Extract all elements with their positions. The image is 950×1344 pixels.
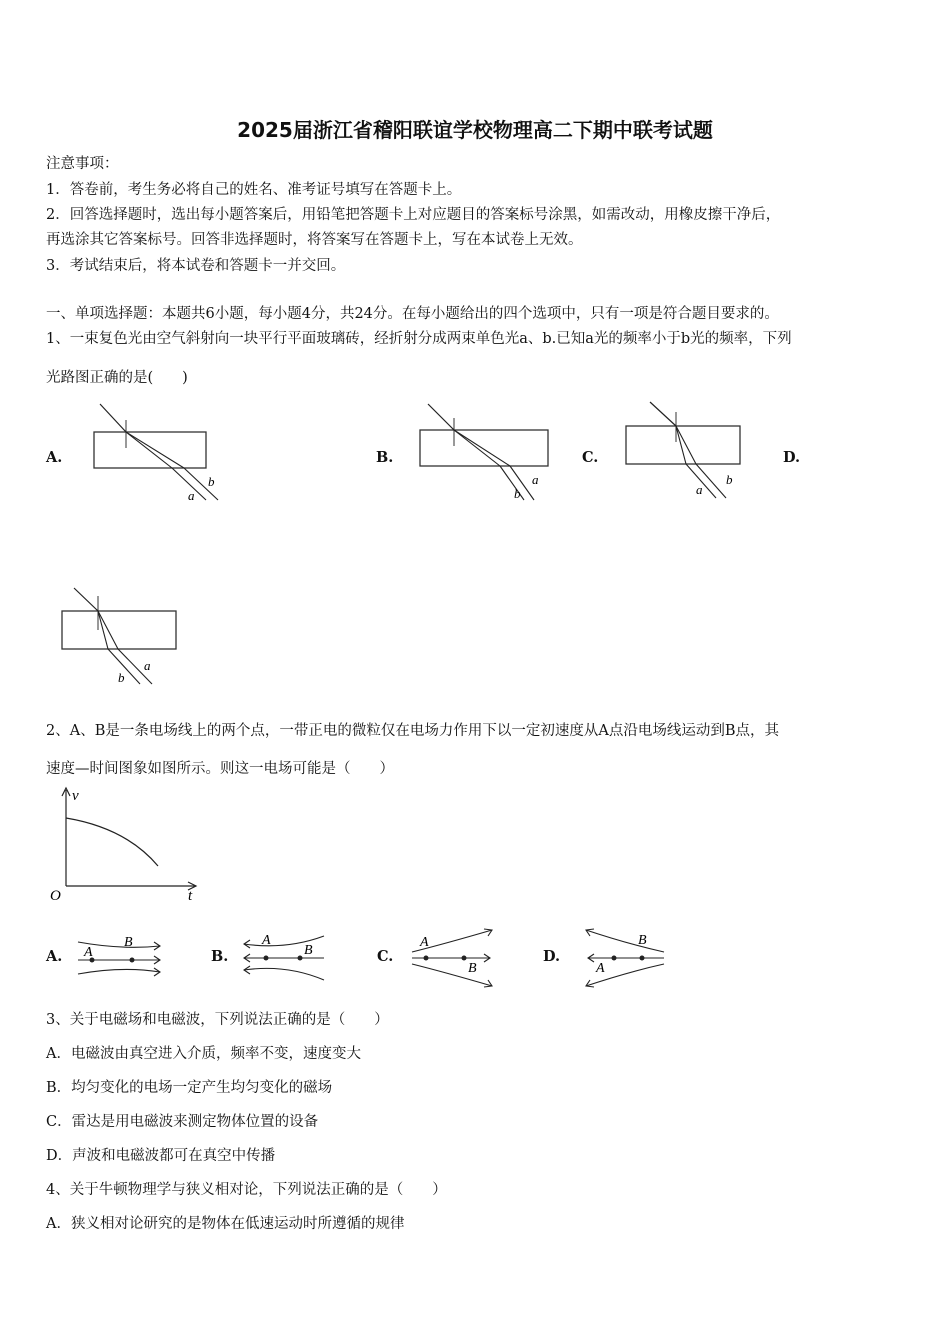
ray-label-b: b (514, 486, 521, 501)
note-item: 1．答卷前，考生务必将自己的姓名、准考证号填写在答题卡上。 (46, 182, 462, 198)
q2-option-c-label: C. (377, 948, 394, 965)
q1-option-b-label: B. (376, 449, 394, 466)
notes-heading: 注意事项： (46, 156, 119, 172)
q3-option-d: D．声波和电磁波都可在真空中传播 (46, 1148, 276, 1164)
point-label-b: B (304, 943, 313, 958)
point-label-a: A (262, 933, 271, 948)
ray-label-a: a (696, 482, 703, 497)
q1-diagram-a (88, 400, 228, 505)
q2-option-a-label: A. (46, 948, 63, 965)
ray-label-a: a (144, 658, 151, 673)
point-label-b: B (638, 933, 647, 948)
q2-field-c (404, 924, 499, 992)
q1-option-c-label: C. (582, 449, 599, 466)
point-label-b: B (124, 935, 133, 950)
q3-option-c: C．雷达是用电磁波来测定物体位置的设备 (46, 1114, 319, 1130)
q3-option-a: A．电磁波由真空进入介质，频率不变，速度变大 (46, 1046, 361, 1062)
q3-stem: 3、关于电磁场和电磁波，下列说法正确的是（ ） (46, 1012, 389, 1028)
q2-stem-line2: 速度—时间图象如图所示。则这一电场可能是（ ） (46, 761, 394, 777)
q3-option-b: B．均匀变化的电场一定产生均匀变化的磁场 (46, 1080, 333, 1096)
q1-stem-line2: 光路图正确的是( ) (46, 370, 188, 386)
q1-stem-line1: 1、一束复色光由空气斜射向一块平行平面玻璃砖，经折射分成两束单色光a、b.已知a光的频率小于b光的频率，下列 (46, 331, 792, 347)
point-label-b: B (468, 961, 477, 976)
q2-field-b (236, 928, 331, 988)
q1-diagram-c (620, 398, 750, 506)
section-heading: 一、单项选择题：本题共6小题，每小题4分，共24分。在每小题给出的四个选项中，只有一项是符合题目要求的。 (46, 306, 779, 322)
q1-diagram-b (414, 398, 554, 506)
ray-label-b: b (118, 670, 125, 685)
q2-option-d-label: D. (543, 948, 561, 965)
point-label-a: A (596, 961, 605, 976)
ray-label-b: b (208, 474, 215, 489)
q4-option-a: A．狭义相对论研究的是物体在低速运动时所遵循的规律 (46, 1216, 405, 1232)
q2-stem-line1: 2、A、B是一条电场线上的两个点，一带正电的微粒仅在电场力作用下以一定初速度从A点沿电场线运动到B点，其 (46, 723, 779, 739)
point-label-a: A (84, 945, 93, 960)
page-title: 2025届浙江省稽阳联谊学校物理高二下期中联考试题 (237, 118, 713, 142)
q2-vt-graph (46, 784, 206, 904)
q1-diagram-d (54, 584, 184, 689)
graph-origin: O (50, 888, 61, 904)
q2-field-a (72, 930, 167, 990)
note-item: 3．考试结束后，将本试卷和答题卡一并交回。 (46, 258, 346, 274)
q2-option-b-label: B. (211, 948, 229, 965)
q1-option-d-label: D. (783, 449, 801, 466)
point-label-a: A (420, 935, 429, 950)
note-item: 2．回答选择题时，选出每小题答案后，用铅笔把答题卡上对应题目的答案标号涂黑，如需改动，用橡皮擦干净后， (46, 207, 781, 223)
q2-field-d (578, 924, 673, 992)
graph-axis-t: t (188, 888, 193, 904)
q4-stem: 4、关于牛顿物理学与狭义相对论，下列说法正确的是（ ） (46, 1182, 447, 1198)
graph-axis-v: v (72, 788, 79, 804)
q1-option-a-label: A. (46, 449, 63, 466)
ray-label-a: a (188, 488, 195, 503)
ray-label-a: a (532, 472, 539, 487)
note-item: 再选涂其它答案标号。回答非选择题时，将答案写在答题卡上，写在本试卷上无效。 (46, 232, 583, 248)
ray-label-b: b (726, 472, 733, 487)
